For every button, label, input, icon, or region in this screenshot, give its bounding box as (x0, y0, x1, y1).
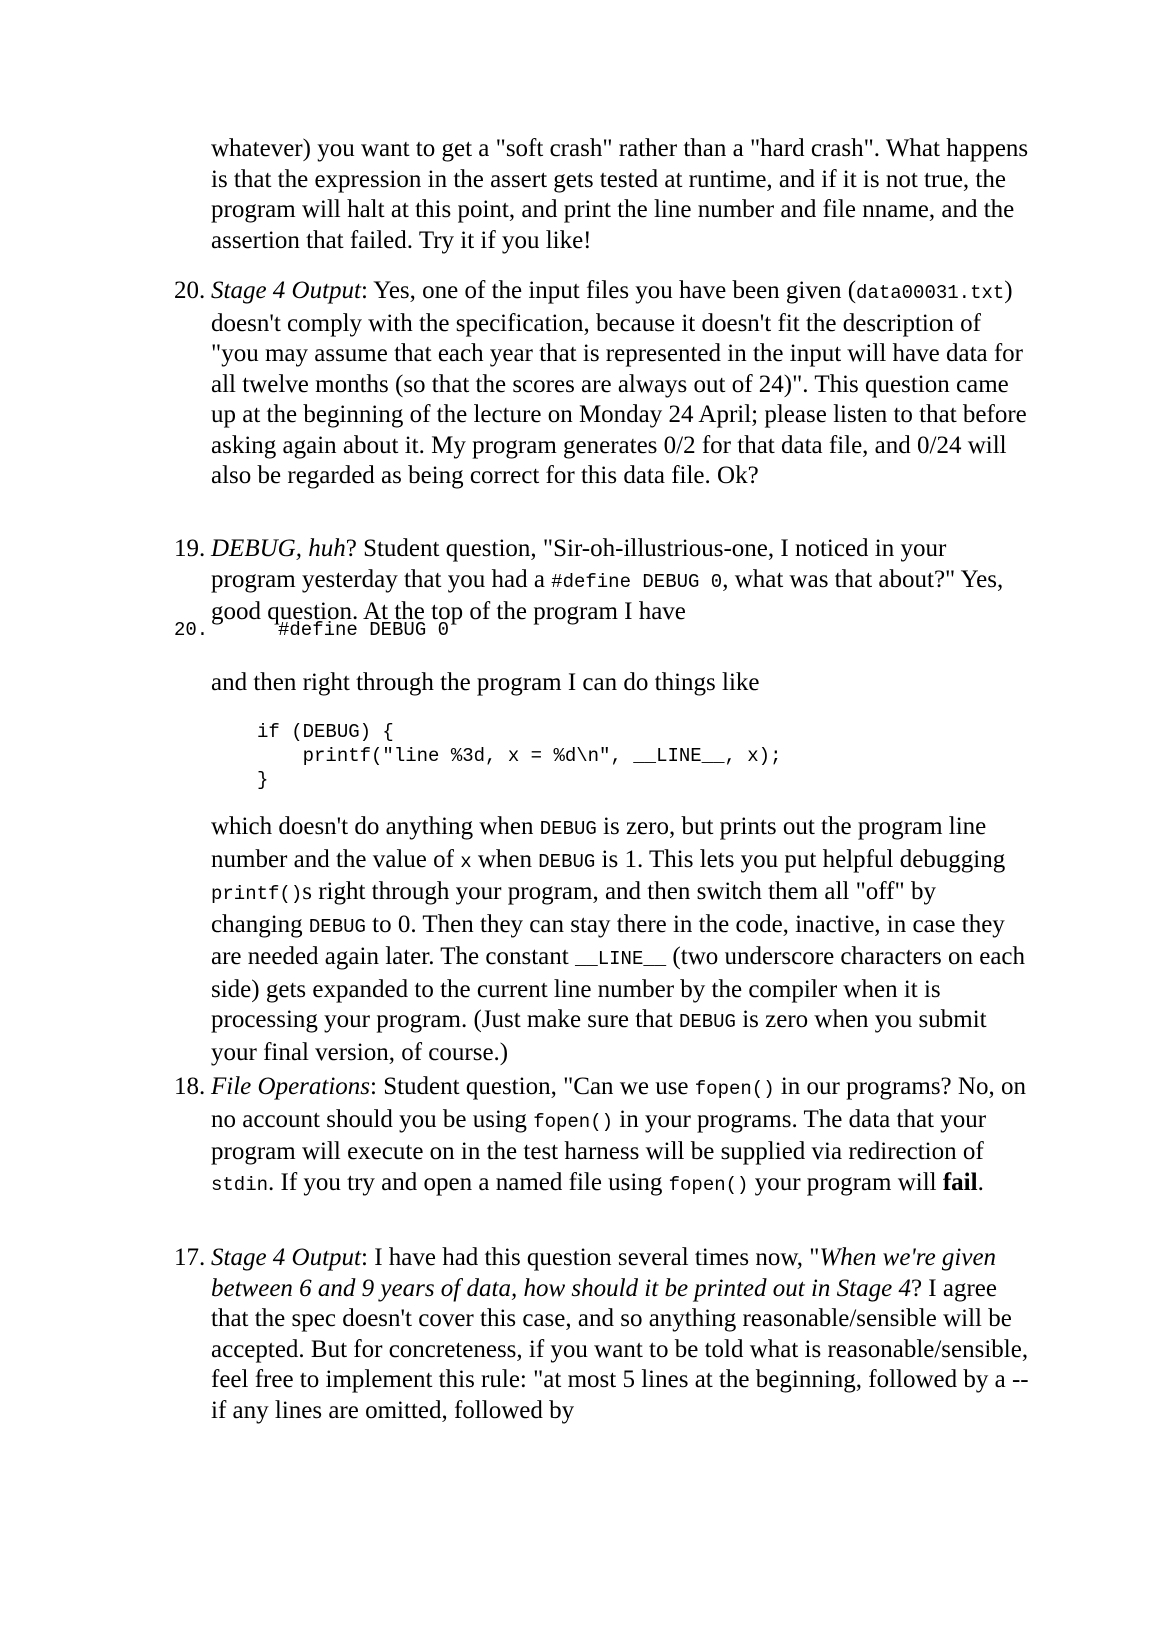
text-run: s right through your program, and then switch them all "off" by changing (211, 878, 936, 938)
inline-code: x (460, 850, 472, 873)
faq-item-18 (174, 1072, 1034, 1200)
text-run: is zero when you submit your final version, of course.) (211, 1006, 987, 1066)
inline-code: printf() (211, 883, 303, 905)
item-title: Stage 4 Output (211, 1244, 361, 1271)
italic-quote: When we're given between 6 and 9 years of data, how should it be printed out in Stage 4 (211, 1244, 997, 1302)
text-run: ? I agree that the spec doesn't cover this case, and so anything reasonable/sensible will be accepted. But for concreteness, if you want to be told what is reasonable/sensible, feel free to implement this rule: "at most 5 lines at the beginning, followed by a -- if any lines are omitted, followed by (211, 1274, 1029, 1424)
item-title: DEBUG, huh (211, 535, 346, 562)
inline-code: DEBUG (539, 818, 597, 840)
item-text: ? Student question, "Sir-oh-illustrious-one, I noticed in your program yesterday that you had a (211, 535, 947, 593)
item-text: ) doesn't comply with the specification, because it doesn't fit the description of "you may assume that each year that is represented in the input will have data for all twelve months (so that the scores are always out of 24)". This question came up at the beginning of the lecture on Monday 24 April; please listen to that before asking again about it. My program generates 0/2 for that data file, and 0/24 will also be regarded as being correct for this data file. Ok? (211, 277, 1027, 489)
intro-text: whatever) you want to get a "soft crash" rather than a "hard crash". What happens is that the expression in the assert gets tested at runtime, and if it is not true, the program will halt at this point, and print the line number and file nname, and the assertion that failed. Try it if you like! (211, 135, 1029, 254)
inline-code: fopen() (533, 1110, 614, 1133)
text-run: your program will (748, 1168, 943, 1196)
define-code-line: #define DEBUG 0 (278, 619, 450, 641)
inline-code: #define DEBUG 0 (551, 570, 723, 593)
inline-code: DEBUG (678, 1011, 736, 1033)
text-run: which doesn't do anything when (211, 813, 540, 840)
inline-code: stdin (211, 1173, 269, 1196)
inline-code: fopen() (694, 1078, 775, 1100)
item-number: 19. (174, 535, 206, 562)
text-run: (two underscore characters on each side) gets expanded to the current line number by the compiler when it is processing your program. (Just make sure that (211, 943, 1026, 1033)
item-text: , what was that about?" Yes, good question. At the top of the program I have (211, 565, 1004, 625)
intro-paragraph (211, 134, 1031, 256)
inline-code: DEBUG (538, 850, 596, 873)
inline-code: __LINE__ (574, 948, 667, 970)
then-text: and then right through the program I can do things like (211, 669, 760, 696)
text-run: : Student question, "Can we use (370, 1073, 695, 1100)
faq-item-17 (174, 1243, 1034, 1426)
text-run: in our programs? No, on no account should you be using (211, 1073, 1026, 1133)
inline-code: fopen() (668, 1173, 749, 1196)
item-body (211, 1072, 1031, 1200)
text-run: in your programs. The data that your program will execute on in the test harness will be supplied via redirection of (211, 1105, 987, 1165)
text-run: to 0. Then they can stay there in the code, inactive, in case they are needed again later. The constant (211, 910, 1005, 970)
then-paragraph (211, 668, 1031, 699)
item-body (211, 1243, 1031, 1426)
filename-code: data00031.txt (856, 282, 1005, 304)
item-text: : Yes, one of the input files you have been given ( (361, 277, 857, 304)
item-title: File Operations (211, 1073, 371, 1100)
code-line-number: 20. (174, 619, 209, 641)
item-number: 17. (174, 1244, 206, 1271)
bold-text: fail (942, 1168, 978, 1196)
debug-code-block: if (DEBUG) { printf("line %3d, x = %d\n", __LINE__, x); } (257, 721, 782, 791)
debug-explanation-paragraph (211, 812, 1031, 1068)
text-run: . (977, 1168, 984, 1196)
faq-item-20 (174, 276, 1034, 492)
text-run: is 1. This lets you put helpful debugging (595, 845, 1006, 873)
text-run: . If you try and open a named file using (268, 1168, 669, 1196)
item-number: 18. (174, 1073, 206, 1100)
text-run: is zero, but prints out the program line number and the value of (211, 813, 987, 873)
item-body (211, 534, 1031, 628)
text-run: : I have had this question several times now, " (361, 1244, 820, 1271)
item-number: 20. (174, 277, 206, 304)
inline-code: DEBUG (308, 915, 366, 938)
item-title: Stage 4 Output (211, 277, 361, 304)
faq-item-19 (174, 534, 1034, 628)
text-run: when (471, 845, 539, 873)
item-body (211, 276, 1031, 492)
